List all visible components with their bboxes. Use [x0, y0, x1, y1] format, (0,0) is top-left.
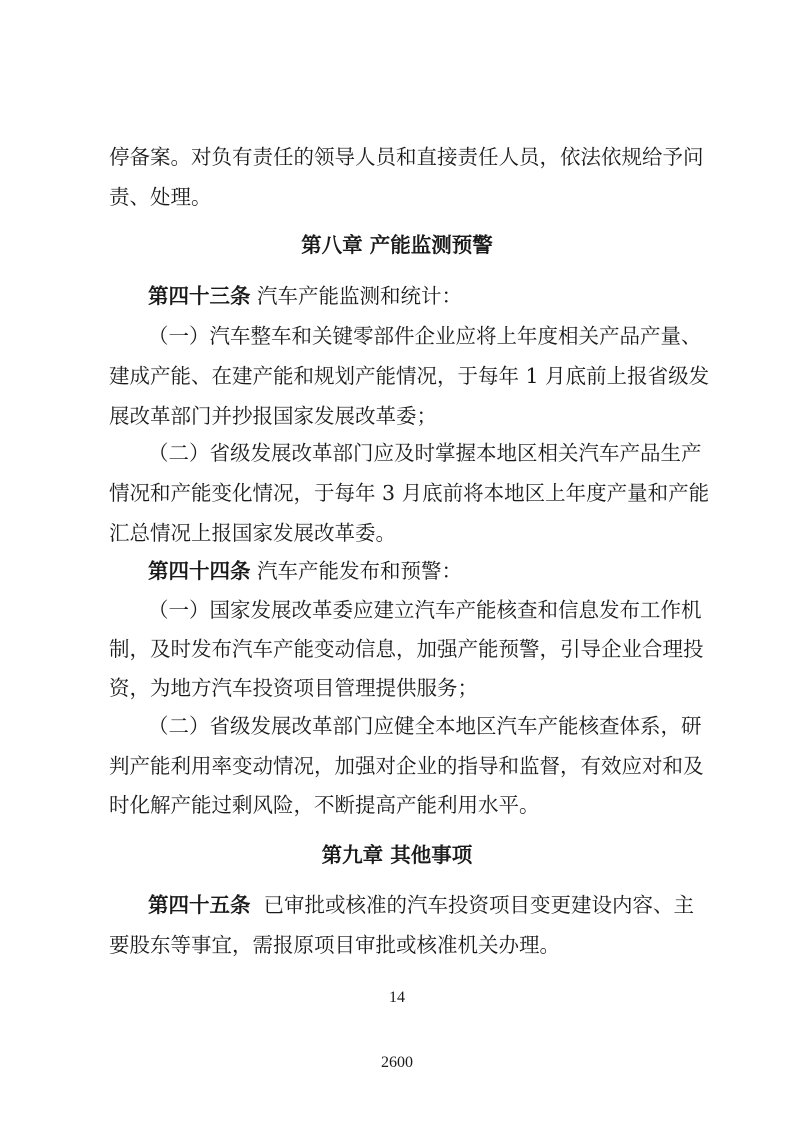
paragraph-line: （二）省级发展改革部门应及时掌握本地区相关汽车产品生产 [148, 441, 702, 465]
paragraph-line: （一）国家发展改革委应建立汽车产能核查和信息发布工作机 [148, 598, 702, 622]
paragraph-line: （二）省级发展改革部门应健全本地区汽车产能核查体系，研 [148, 714, 702, 738]
sequence-number: 2600 [381, 1054, 413, 1071]
article-number: 第四十四条 [148, 559, 251, 583]
article-number: 第四十五条 [148, 893, 251, 917]
article-text: 已审批或核准的汽车投资项目变更建设内容、主 [263, 893, 695, 917]
paragraph-line: 要股东等事宜，需报原项目审批或核准机关办理。 [109, 933, 560, 957]
article-number: 第四十三条 [148, 284, 251, 308]
paragraph-line: 情况和产能变化情况，于每年 3 月底前将本地区上年度产量和产能 [109, 481, 710, 505]
paragraph-line: 资，为地方汽车投资项目管理提供服务； [109, 676, 478, 700]
article-text: 汽车产能监测和统计： [257, 284, 463, 308]
paragraph-line: 制，及时发布汽车产能变动信息，加强产能预警，引导企业合理投 [109, 637, 704, 661]
article-text: 汽车产能发布和预警： [257, 559, 463, 583]
paragraph-line: 判产能利用率变动情况，加强对企业的指导和监督，有效应对和及 [109, 754, 704, 778]
paragraph-line: 汇总情况上报国家发展改革委。 [109, 521, 396, 545]
page-number: 14 [389, 989, 405, 1006]
paragraph-line: 建成产能、在建产能和规划产能情况，于每年 1 月底前上报省级发 [109, 364, 710, 388]
article-line [148, 281, 687, 311]
article-line [148, 890, 695, 920]
paragraph-line: （一）汽车整车和关键零部件企业应将上年度相关产品产量、 [148, 324, 702, 348]
paragraph-line: 时化解产能过剩风险，不断提高产能利用水平。 [109, 793, 540, 817]
paragraph-line: 停备案。对负有责任的领导人员和直接责任人员，依法依规给予问 [109, 145, 704, 169]
paragraph-line: 责、处理。 [109, 185, 212, 209]
paragraph-line: 展改革部门并抄报国家发展改革委； [109, 404, 437, 428]
chapter-heading: 第八章 产能监测预警 [301, 233, 493, 257]
chapter-heading: 第九章 其他事项 [321, 843, 473, 867]
article-line [148, 556, 687, 586]
